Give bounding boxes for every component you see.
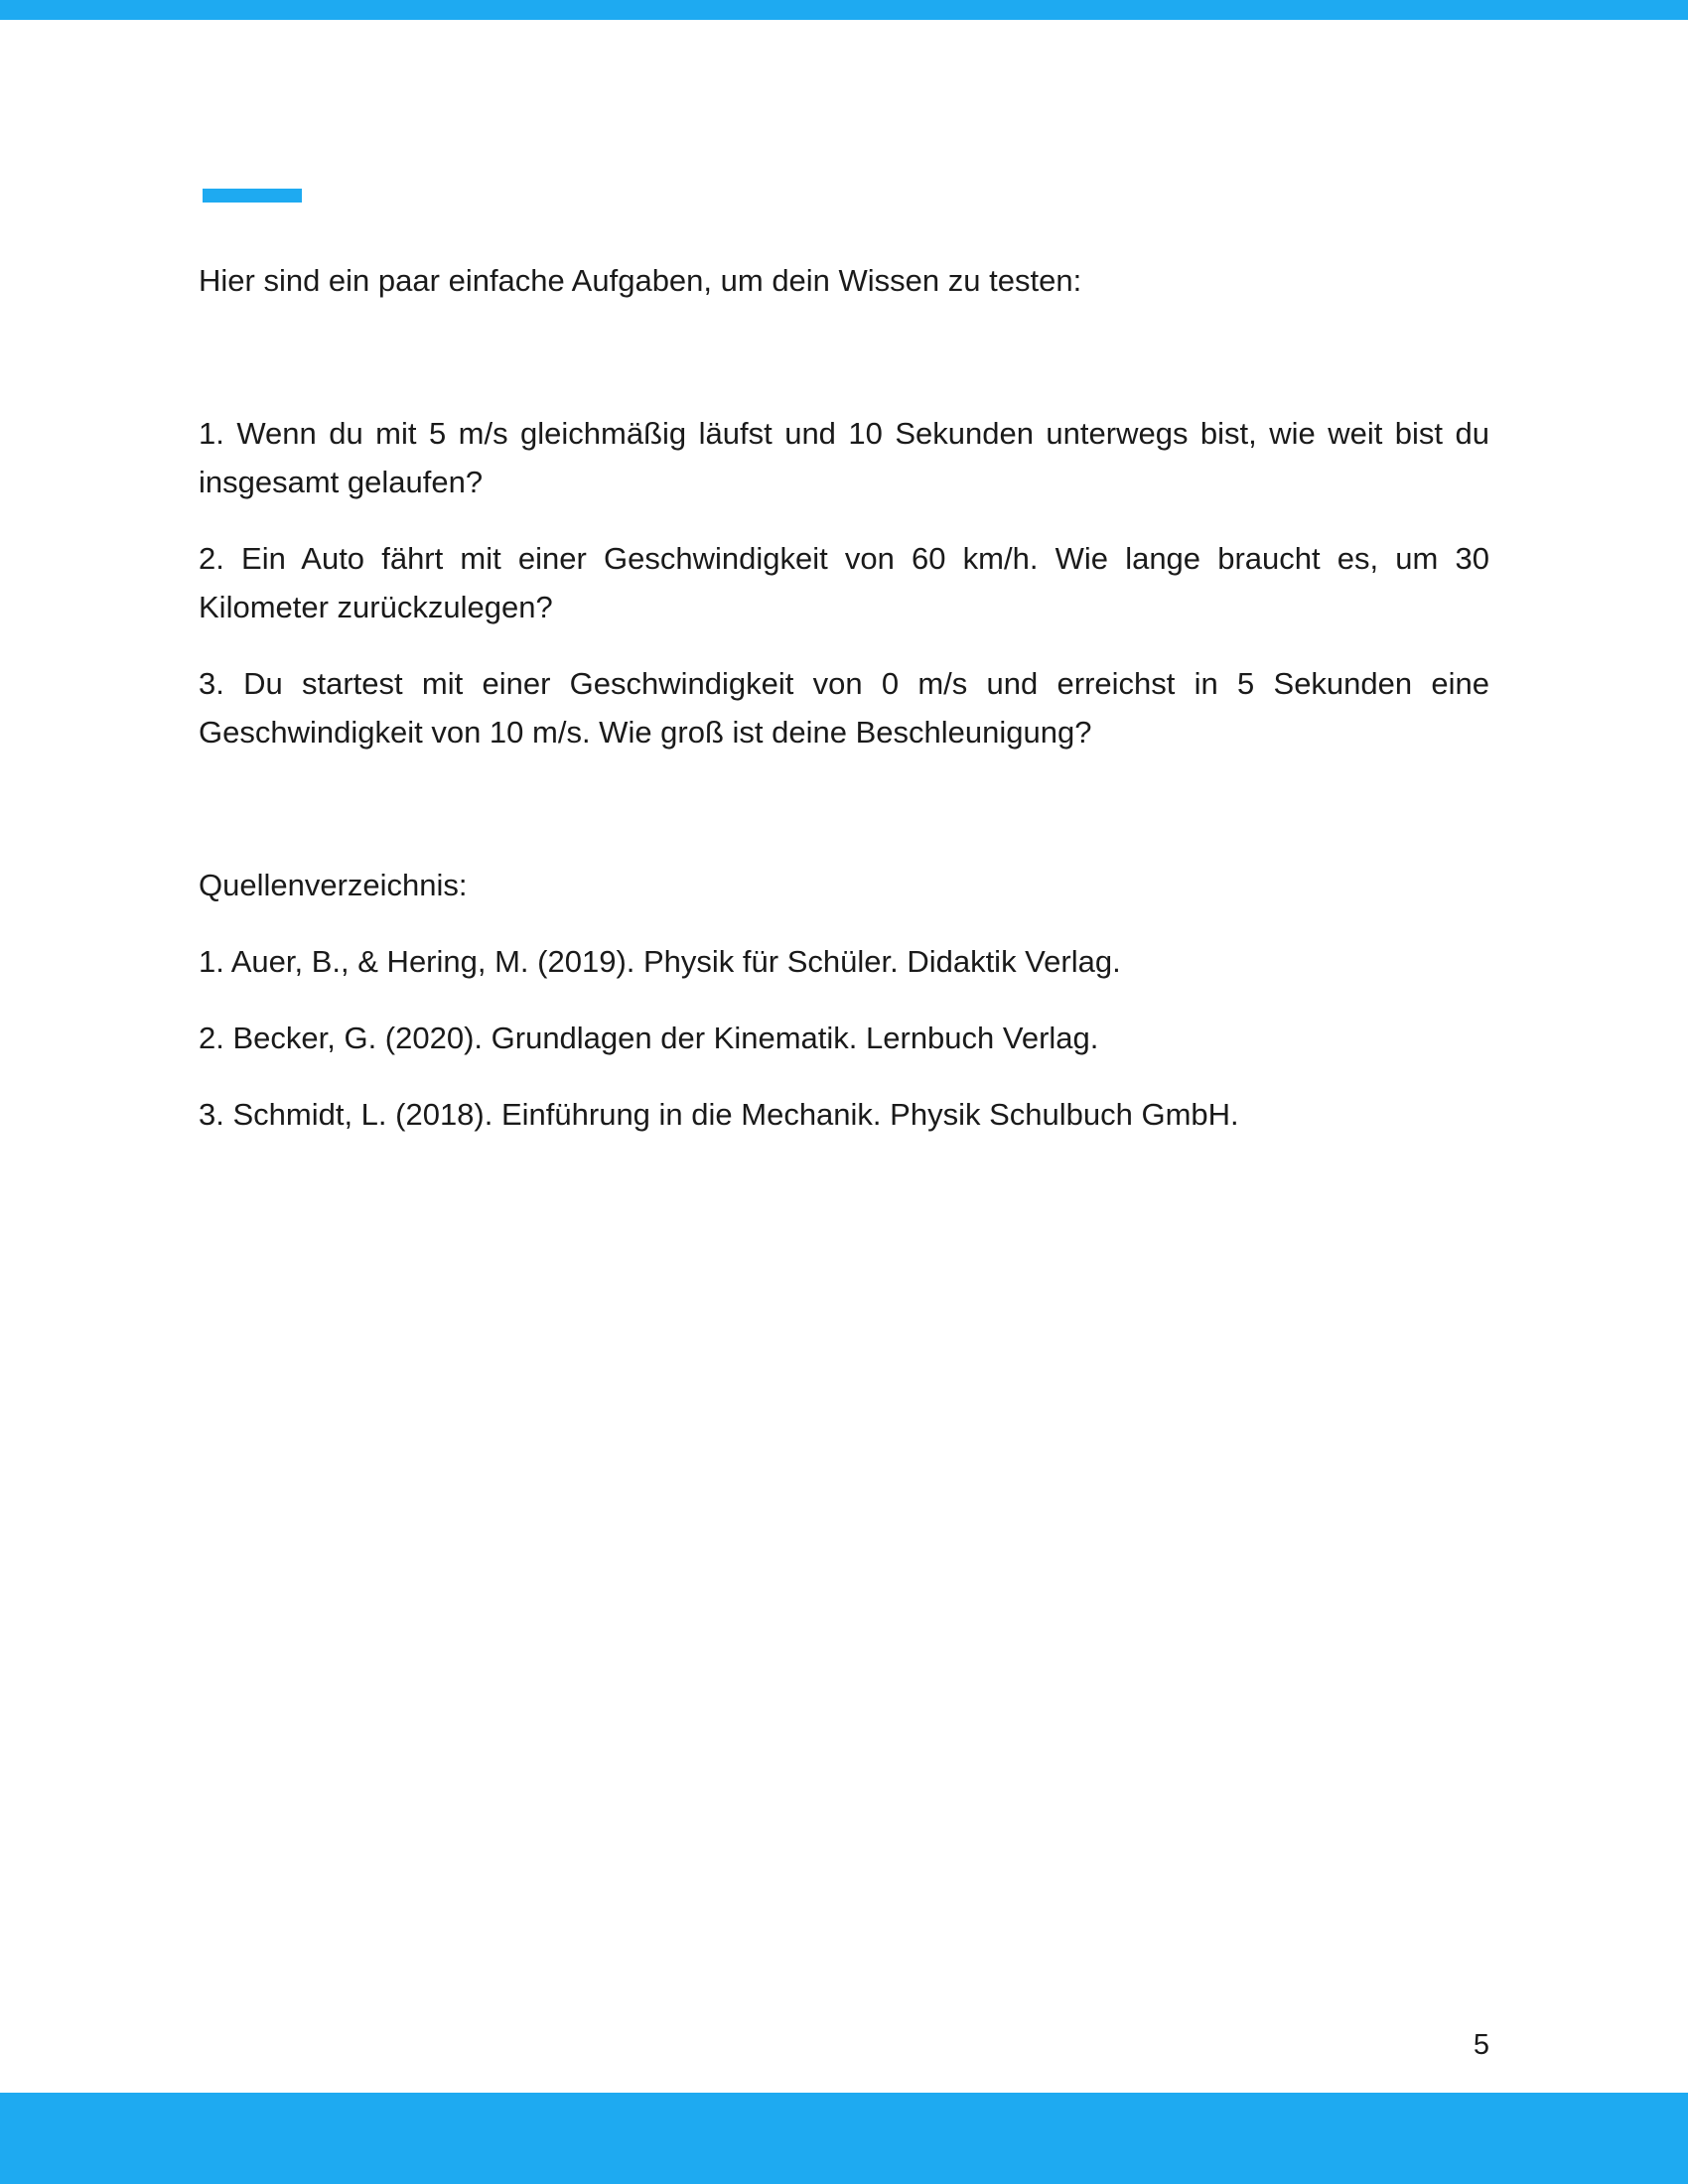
task-list	[199, 409, 1489, 756]
bottom-accent-bar	[0, 2093, 1688, 2184]
sources-heading: Quellenverzeichnis:	[199, 868, 468, 902]
page-content	[199, 256, 1489, 1166]
top-accent-bar	[0, 0, 1688, 20]
task-item: 1. Wenn du mit 5 m/s gleichmäßig läufst und 10 Sekunden unterwegs bist, wie weit bist du insgesamt gelaufen?	[199, 416, 1489, 499]
page-number: 5	[1473, 2029, 1489, 2061]
source-item: 1. Auer, B., & Hering, M. (2019). Physik für Schüler. Didaktik Verlag.	[199, 944, 1121, 979]
task-item: 3. Du startest mit einer Geschwindigkeit von 0 m/s und erreichst in 5 Sekunden eine Geschwindigkeit von 10 m/s. Wie groß ist deine Beschleunigung?	[199, 666, 1489, 750]
sources-list	[199, 937, 1489, 1139]
source-item: 3. Schmidt, L. (2018). Einführung in die Mechanik. Physik Schulbuch GmbH.	[199, 1097, 1239, 1132]
task-item: 2. Ein Auto fährt mit einer Geschwindigkeit von 60 km/h. Wie lange braucht es, um 30 Kilometer zurückzulegen?	[199, 541, 1489, 624]
section-accent-line	[203, 189, 302, 203]
source-item: 2. Becker, G. (2020). Grundlagen der Kinematik. Lernbuch Verlag.	[199, 1021, 1099, 1055]
intro-text: Hier sind ein paar einfache Aufgaben, um dein Wissen zu testen:	[199, 263, 1082, 298]
